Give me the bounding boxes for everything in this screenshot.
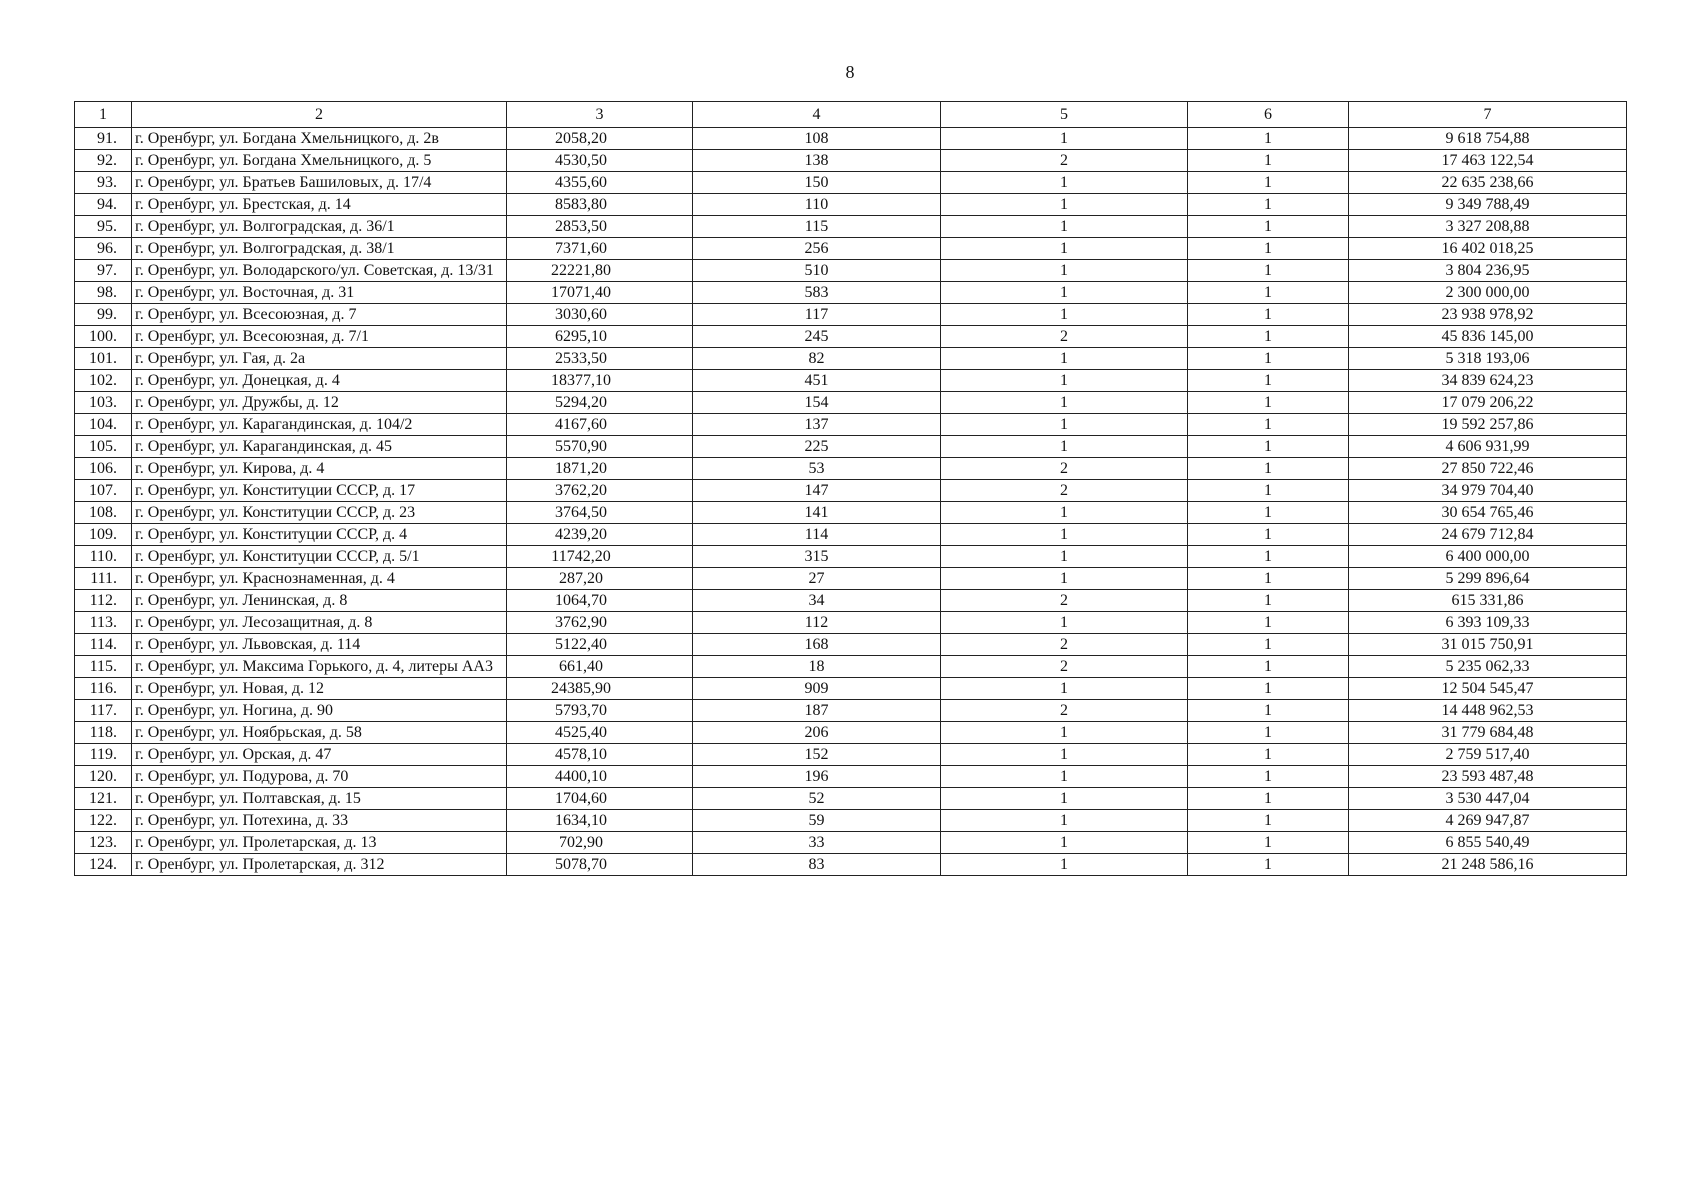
residents-cell: 108 [693,128,941,150]
row-number: 113. [75,612,132,634]
col5-cell: 1 [941,810,1188,832]
amount-cell: 19 592 257,86 [1349,414,1627,436]
col6-cell: 1 [1188,766,1349,788]
residents-cell: 510 [693,260,941,282]
row-number: 105. [75,436,132,458]
row-number: 121. [75,788,132,810]
amount-cell: 12 504 545,47 [1349,678,1627,700]
amount-cell: 9 349 788,49 [1349,194,1627,216]
residents-cell: 147 [693,480,941,502]
residents-cell: 315 [693,546,941,568]
residents-cell: 53 [693,458,941,480]
row-number: 108. [75,502,132,524]
area-cell: 661,40 [507,656,693,678]
row-number: 116. [75,678,132,700]
residents-cell: 82 [693,348,941,370]
amount-cell: 21 248 586,16 [1349,854,1627,876]
table-row [75,480,1627,502]
housing-table [74,101,1627,876]
row-number: 91. [75,128,132,150]
col5-cell: 1 [941,524,1188,546]
amount-cell: 34 839 624,23 [1349,370,1627,392]
table-row [75,238,1627,260]
address-cell: г. Оренбург, ул. Гая, д. 2а [132,348,507,370]
amount-cell: 5 299 896,64 [1349,568,1627,590]
col6-cell: 1 [1188,524,1349,546]
address-cell: г. Оренбург, ул. Пролетарская, д. 312 [132,854,507,876]
col5-cell: 1 [941,854,1188,876]
area-cell: 8583,80 [507,194,693,216]
address-cell: г. Оренбург, ул. Лесозащитная, д. 8 [132,612,507,634]
col5-cell: 1 [941,282,1188,304]
col6-cell: 1 [1188,744,1349,766]
col6-cell: 1 [1188,260,1349,282]
address-cell: г. Оренбург, ул. Потехина, д. 33 [132,810,507,832]
row-number: 92. [75,150,132,172]
table-row [75,326,1627,348]
residents-cell: 256 [693,238,941,260]
residents-cell: 168 [693,634,941,656]
amount-cell: 4 269 947,87 [1349,810,1627,832]
amount-cell: 23 938 978,92 [1349,304,1627,326]
residents-cell: 154 [693,392,941,414]
residents-cell: 245 [693,326,941,348]
address-cell: г. Оренбург, ул. Волгоградская, д. 36/1 [132,216,507,238]
row-number: 109. [75,524,132,546]
amount-cell: 5 318 193,06 [1349,348,1627,370]
address-cell: г. Оренбург, ул. Максима Горького, д. 4, литеры АА3 [132,656,507,678]
amount-cell: 3 530 447,04 [1349,788,1627,810]
row-number: 124. [75,854,132,876]
col6-cell: 1 [1188,854,1349,876]
residents-cell: 225 [693,436,941,458]
amount-cell: 17 463 122,54 [1349,150,1627,172]
col5-cell: 1 [941,766,1188,788]
table-row [75,172,1627,194]
residents-cell: 152 [693,744,941,766]
area-cell: 11742,20 [507,546,693,568]
address-cell: г. Оренбург, ул. Конституции СССР, д. 5/1 [132,546,507,568]
col6-cell: 1 [1188,590,1349,612]
col5-cell: 1 [941,304,1188,326]
amount-cell: 23 593 487,48 [1349,766,1627,788]
address-cell: г. Оренбург, ул. Восточная, д. 31 [132,282,507,304]
col6-cell: 1 [1188,414,1349,436]
table-row [75,282,1627,304]
col6-cell: 1 [1188,326,1349,348]
residents-cell: 59 [693,810,941,832]
col5-cell: 1 [941,348,1188,370]
address-cell: г. Оренбург, ул. Подурова, д. 70 [132,766,507,788]
col6-cell: 1 [1188,194,1349,216]
residents-cell: 206 [693,722,941,744]
column-header: 1 [75,102,132,128]
residents-cell: 451 [693,370,941,392]
residents-cell: 141 [693,502,941,524]
table-row [75,700,1627,722]
address-cell: г. Оренбург, ул. Новая, д. 12 [132,678,507,700]
col5-cell: 1 [941,194,1188,216]
address-cell: г. Оренбург, ул. Карагандинская, д. 104/2 [132,414,507,436]
table-row [75,414,1627,436]
col6-cell: 1 [1188,128,1349,150]
column-header: 4 [693,102,941,128]
amount-cell: 16 402 018,25 [1349,238,1627,260]
table-row [75,810,1627,832]
column-header: 6 [1188,102,1349,128]
row-number: 110. [75,546,132,568]
residents-cell: 196 [693,766,941,788]
table-row [75,656,1627,678]
col5-cell: 2 [941,480,1188,502]
address-cell: г. Оренбург, ул. Конституции СССР, д. 17 [132,480,507,502]
table-row [75,722,1627,744]
address-cell: г. Оренбург, ул. Ленинская, д. 8 [132,590,507,612]
table-row [75,392,1627,414]
residents-cell: 34 [693,590,941,612]
col6-cell: 1 [1188,656,1349,678]
area-cell: 5078,70 [507,854,693,876]
address-cell: г. Оренбург, ул. Брестская, д. 14 [132,194,507,216]
area-cell: 17071,40 [507,282,693,304]
area-cell: 5793,70 [507,700,693,722]
residents-cell: 112 [693,612,941,634]
amount-cell: 2 300 000,00 [1349,282,1627,304]
table-row [75,304,1627,326]
residents-cell: 909 [693,678,941,700]
row-number: 97. [75,260,132,282]
table-row [75,590,1627,612]
address-cell: г. Оренбург, ул. Всесоюзная, д. 7/1 [132,326,507,348]
row-number: 95. [75,216,132,238]
col5-cell: 1 [941,436,1188,458]
row-number: 99. [75,304,132,326]
address-cell: г. Оренбург, ул. Богдана Хмельницкого, д. 5 [132,150,507,172]
amount-cell: 17 079 206,22 [1349,392,1627,414]
col6-cell: 1 [1188,678,1349,700]
amount-cell: 24 679 712,84 [1349,524,1627,546]
residents-cell: 187 [693,700,941,722]
col6-cell: 1 [1188,216,1349,238]
table-row [75,348,1627,370]
address-cell: г. Оренбург, ул. Всесоюзная, д. 7 [132,304,507,326]
address-cell: г. Оренбург, ул. Львовская, д. 114 [132,634,507,656]
col5-cell: 2 [941,656,1188,678]
area-cell: 5122,40 [507,634,693,656]
row-number: 119. [75,744,132,766]
area-cell: 4167,60 [507,414,693,436]
col5-cell: 2 [941,150,1188,172]
area-cell: 5570,90 [507,436,693,458]
address-cell: г. Оренбург, ул. Конституции СССР, д. 4 [132,524,507,546]
table-row [75,568,1627,590]
area-cell: 287,20 [507,568,693,590]
amount-cell: 6 400 000,00 [1349,546,1627,568]
area-cell: 1871,20 [507,458,693,480]
row-number: 120. [75,766,132,788]
area-cell: 4355,60 [507,172,693,194]
address-cell: г. Оренбург, ул. Братьев Башиловых, д. 17/4 [132,172,507,194]
amount-cell: 27 850 722,46 [1349,458,1627,480]
row-number: 115. [75,656,132,678]
col6-cell: 1 [1188,458,1349,480]
col6-cell: 1 [1188,502,1349,524]
table-row [75,260,1627,282]
table-row [75,524,1627,546]
row-number: 104. [75,414,132,436]
amount-cell: 30 654 765,46 [1349,502,1627,524]
row-number: 94. [75,194,132,216]
table-row [75,766,1627,788]
residents-cell: 18 [693,656,941,678]
residents-cell: 114 [693,524,941,546]
address-cell: г. Оренбург, ул. Карагандинская, д. 45 [132,436,507,458]
area-cell: 7371,60 [507,238,693,260]
col6-cell: 1 [1188,568,1349,590]
area-cell: 24385,90 [507,678,693,700]
area-cell: 6295,10 [507,326,693,348]
row-number: 107. [75,480,132,502]
area-cell: 5294,20 [507,392,693,414]
area-cell: 1634,10 [507,810,693,832]
residents-cell: 583 [693,282,941,304]
address-cell: г. Оренбург, ул. Орская, д. 47 [132,744,507,766]
area-cell: 2853,50 [507,216,693,238]
address-cell: г. Оренбург, ул. Ноябрьская, д. 58 [132,722,507,744]
residents-cell: 138 [693,150,941,172]
address-cell: г. Оренбург, ул. Богдана Хмельницкого, д. 2в [132,128,507,150]
row-number: 117. [75,700,132,722]
col5-cell: 2 [941,700,1188,722]
table-row [75,436,1627,458]
amount-cell: 9 618 754,88 [1349,128,1627,150]
col6-cell: 1 [1188,304,1349,326]
area-cell: 4239,20 [507,524,693,546]
area-cell: 1064,70 [507,590,693,612]
address-cell: г. Оренбург, ул. Волгоградская, д. 38/1 [132,238,507,260]
col6-cell: 1 [1188,832,1349,854]
column-header: 5 [941,102,1188,128]
col6-cell: 1 [1188,546,1349,568]
col6-cell: 1 [1188,722,1349,744]
area-cell: 3030,60 [507,304,693,326]
row-number: 106. [75,458,132,480]
table-row [75,832,1627,854]
amount-cell: 2 759 517,40 [1349,744,1627,766]
row-number: 101. [75,348,132,370]
table-row [75,502,1627,524]
area-cell: 702,90 [507,832,693,854]
col6-cell: 1 [1188,348,1349,370]
col5-cell: 1 [941,172,1188,194]
col6-cell: 1 [1188,700,1349,722]
col5-cell: 1 [941,612,1188,634]
col5-cell: 1 [941,788,1188,810]
address-cell: г. Оренбург, ул. Конституции СССР, д. 23 [132,502,507,524]
col5-cell: 1 [941,502,1188,524]
row-number: 122. [75,810,132,832]
amount-cell: 31 015 750,91 [1349,634,1627,656]
row-number: 100. [75,326,132,348]
col5-cell: 1 [941,744,1188,766]
col6-cell: 1 [1188,150,1349,172]
row-number: 98. [75,282,132,304]
column-header: 7 [1349,102,1627,128]
table-row [75,216,1627,238]
residents-cell: 110 [693,194,941,216]
residents-cell: 150 [693,172,941,194]
area-cell: 1704,60 [507,788,693,810]
col5-cell: 1 [941,128,1188,150]
col5-cell: 1 [941,678,1188,700]
row-number: 103. [75,392,132,414]
col6-cell: 1 [1188,392,1349,414]
row-number: 118. [75,722,132,744]
amount-cell: 4 606 931,99 [1349,436,1627,458]
residents-cell: 117 [693,304,941,326]
table-row [75,128,1627,150]
table-row [75,744,1627,766]
amount-cell: 22 635 238,66 [1349,172,1627,194]
col6-cell: 1 [1188,282,1349,304]
col5-cell: 1 [941,370,1188,392]
area-cell: 4530,50 [507,150,693,172]
table-row [75,150,1627,172]
residents-cell: 27 [693,568,941,590]
column-header: 3 [507,102,693,128]
address-cell: г. Оренбург, ул. Пролетарская, д. 13 [132,832,507,854]
col5-cell: 1 [941,832,1188,854]
col6-cell: 1 [1188,370,1349,392]
amount-cell: 45 836 145,00 [1349,326,1627,348]
residents-cell: 137 [693,414,941,436]
area-cell: 4525,40 [507,722,693,744]
table-row [75,546,1627,568]
table-row [75,370,1627,392]
table-row [75,634,1627,656]
row-number: 93. [75,172,132,194]
col5-cell: 1 [941,414,1188,436]
col5-cell: 2 [941,590,1188,612]
col5-cell: 1 [941,568,1188,590]
col5-cell: 2 [941,458,1188,480]
col5-cell: 1 [941,238,1188,260]
address-cell: г. Оренбург, ул. Дружбы, д. 12 [132,392,507,414]
address-cell: г. Оренбург, ул. Краснознаменная, д. 4 [132,568,507,590]
table-row [75,194,1627,216]
amount-cell: 5 235 062,33 [1349,656,1627,678]
table-row [75,612,1627,634]
col5-cell: 1 [941,216,1188,238]
col6-cell: 1 [1188,634,1349,656]
amount-cell: 615 331,86 [1349,590,1627,612]
table-header-row [75,102,1627,128]
address-cell: г. Оренбург, ул. Полтавская, д. 15 [132,788,507,810]
row-number: 123. [75,832,132,854]
address-cell: г. Оренбург, ул. Ногина, д. 90 [132,700,507,722]
amount-cell: 14 448 962,53 [1349,700,1627,722]
address-cell: г. Оренбург, ул. Володарского/ул. Советская, д. 13/31 [132,260,507,282]
col6-cell: 1 [1188,436,1349,458]
column-header: 2 [132,102,507,128]
col5-cell: 1 [941,260,1188,282]
amount-cell: 6 393 109,33 [1349,612,1627,634]
area-cell: 2058,20 [507,128,693,150]
row-number: 112. [75,590,132,612]
col5-cell: 2 [941,326,1188,348]
col6-cell: 1 [1188,172,1349,194]
col5-cell: 2 [941,634,1188,656]
area-cell: 4578,10 [507,744,693,766]
amount-cell: 3 804 236,95 [1349,260,1627,282]
col6-cell: 1 [1188,788,1349,810]
area-cell: 3762,90 [507,612,693,634]
table-row [75,854,1627,876]
row-number: 102. [75,370,132,392]
amount-cell: 3 327 208,88 [1349,216,1627,238]
residents-cell: 115 [693,216,941,238]
area-cell: 4400,10 [507,766,693,788]
residents-cell: 33 [693,832,941,854]
residents-cell: 52 [693,788,941,810]
amount-cell: 6 855 540,49 [1349,832,1627,854]
col5-cell: 1 [941,392,1188,414]
col5-cell: 1 [941,546,1188,568]
area-cell: 22221,80 [507,260,693,282]
table-row [75,458,1627,480]
amount-cell: 31 779 684,48 [1349,722,1627,744]
col5-cell: 1 [941,722,1188,744]
table-row [75,788,1627,810]
area-cell: 3764,50 [507,502,693,524]
amount-cell: 34 979 704,40 [1349,480,1627,502]
residents-cell: 83 [693,854,941,876]
area-cell: 3762,20 [507,480,693,502]
row-number: 114. [75,634,132,656]
table-row [75,678,1627,700]
col6-cell: 1 [1188,480,1349,502]
page-number: 8 [845,62,855,82]
area-cell: 2533,50 [507,348,693,370]
row-number: 96. [75,238,132,260]
address-cell: г. Оренбург, ул. Донецкая, д. 4 [132,370,507,392]
col6-cell: 1 [1188,612,1349,634]
area-cell: 18377,10 [507,370,693,392]
col6-cell: 1 [1188,238,1349,260]
address-cell: г. Оренбург, ул. Кирова, д. 4 [132,458,507,480]
col6-cell: 1 [1188,810,1349,832]
row-number: 111. [75,568,132,590]
